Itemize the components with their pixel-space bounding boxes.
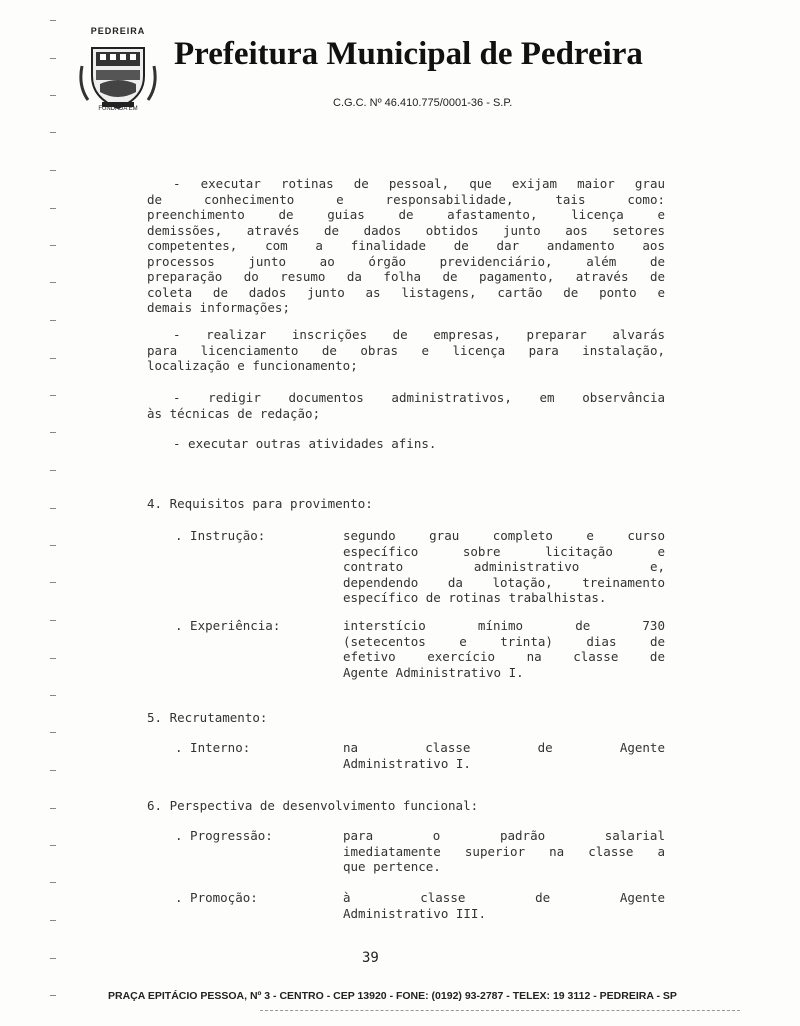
paragraph-registrations xyxy=(147,327,665,374)
text-line: às técnicas de redação; xyxy=(147,405,321,421)
interno-label: . Interno: xyxy=(175,740,251,755)
text-line: interstício mínimo de 730 xyxy=(343,618,665,633)
text-line: competentes, com a finalidade de dar andamento aos xyxy=(147,238,665,253)
text-line: preparação do resumo da folha de pagamento, através de xyxy=(147,269,665,284)
coat-of-arms-icon xyxy=(78,36,158,116)
text-line: - realizar inscrições de empresas, preparar alvarás xyxy=(173,327,665,342)
experiencia-text xyxy=(343,618,665,680)
instrucao-text xyxy=(343,528,665,606)
text-line: Administrativo I. xyxy=(343,755,471,771)
text-line: específico sobre licitação e xyxy=(343,543,665,559)
experiencia-label: . Experiência: xyxy=(175,618,281,633)
promocao-text xyxy=(343,890,665,921)
text-line: - redigir documentos administrativos, em observância xyxy=(173,390,665,405)
section-6-title: 6. Perspectiva de desenvolvimento funcional: xyxy=(147,798,479,813)
scan-margin-marks xyxy=(50,20,62,1010)
text-line: Administrativo III. xyxy=(343,905,486,921)
progressao-label: . Progressão: xyxy=(175,828,273,843)
seal-bottom-text: FUNDADA EM xyxy=(98,106,138,112)
paragraph-routines xyxy=(147,176,665,316)
text-line: dependendo da lotação, treinamento xyxy=(343,574,665,590)
text-line: demais informações; xyxy=(147,300,290,315)
progressao-text xyxy=(343,828,665,875)
instrucao-label: . Instrução: xyxy=(175,528,266,543)
text-line: efetivo exercício na classe de xyxy=(343,649,665,664)
text-line: preenchimento de guias de afastamento, licença e xyxy=(147,207,665,222)
section-5-title: 5. Recrutamento: xyxy=(147,710,268,725)
text-line: à classe de Agente xyxy=(343,890,665,905)
text-line: para o padrão salarial xyxy=(343,828,665,843)
paragraph-documents xyxy=(147,390,665,421)
text-line: coleta de dados junto as listagens, cartão de ponto e xyxy=(147,284,665,300)
text-line: localização e funcionamento; xyxy=(147,358,358,373)
text-line: segundo grau completo e curso xyxy=(343,528,665,543)
page-title: Prefeitura Municipal de Pedreira xyxy=(174,36,643,72)
text-line: que pertence. xyxy=(343,859,441,874)
text-line: (setecentos e trinta) dias de xyxy=(343,633,665,649)
text-line: para licenciamento de obras e licença para instalação, xyxy=(147,342,665,358)
text-line: processos junto ao órgão previdenciário, além de xyxy=(147,253,665,269)
promocao-label: . Promoção: xyxy=(175,890,258,905)
text-line: contrato administrativo e, xyxy=(343,559,665,574)
interno-text xyxy=(343,740,665,771)
text-line: - executar rotinas de pessoal, que exijam maior grau xyxy=(173,176,665,191)
footer-divider xyxy=(260,1010,740,1011)
footer-address: PRAÇA EPITÁCIO PESSOA, Nº 3 - CENTRO - CEP 13920 - FONE: (0192) 93-2787 - TELEX: 19 3112 - PEDREIRA - SP xyxy=(108,990,677,1002)
text-line: demissões, através de dados obtidos junto aos setores xyxy=(147,222,665,238)
page-number: 39 xyxy=(362,950,379,966)
text-line: imediatamente superior na classe a xyxy=(343,843,665,859)
text-line: específico de rotinas trabalhistas. xyxy=(343,590,607,605)
text-line: Agente Administrativo I. xyxy=(343,664,524,680)
municipal-seal xyxy=(78,26,158,116)
cgc-number: C.G.C. Nº 46.410.775/0001-36 - S.P. xyxy=(333,97,513,109)
seal-top-text: PEDREIRA xyxy=(90,26,146,36)
section-4-title: 4. Requisitos para provimento: xyxy=(147,496,373,511)
text-line: na classe de Agente xyxy=(343,740,665,755)
paragraph-other-activities: - executar outras atividades afins. xyxy=(173,436,437,451)
text-line: de conhecimento e responsabilidade, tais como: xyxy=(147,191,665,207)
